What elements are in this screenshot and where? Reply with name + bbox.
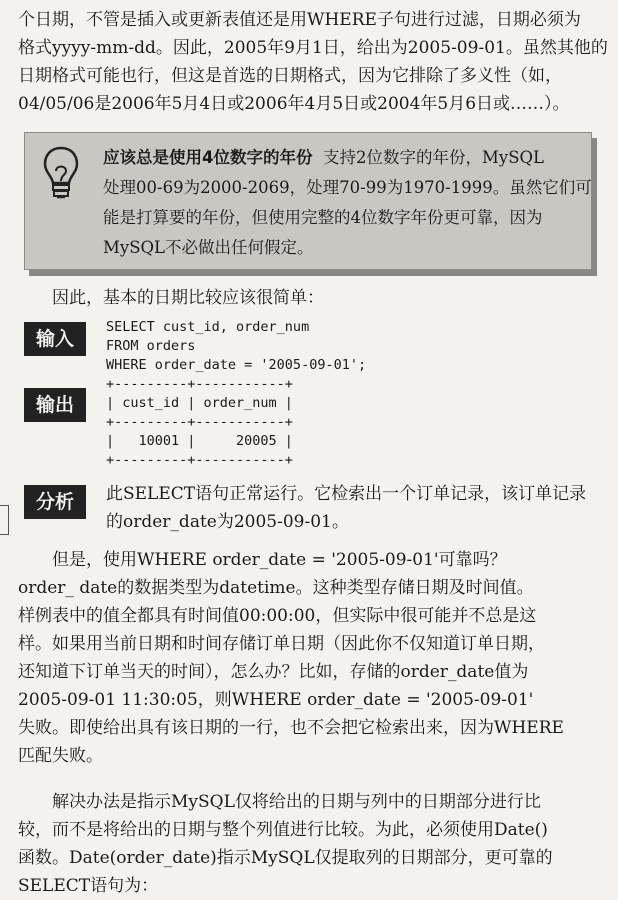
tip-text <box>103 143 592 263</box>
text-line: 样例表中的值全都具有时间值00:00:00，但实际中很可能并不总是这 <box>18 606 537 626</box>
text-line: 格式yyyy-mm-dd。因此，2005年9月1日，给出为2005-09-01。虽然其他的 <box>18 38 608 58</box>
text-line: 因此，基本的日期比较应该很简单： <box>52 288 324 308</box>
text-line: 较，而不是将给出的日期与整个列值进行比较。为此，必须使用Date() <box>18 820 548 840</box>
analysis-label: 分析 <box>24 485 86 519</box>
paragraph-datetime <box>18 546 614 770</box>
tip-title: 应该总是使用4位数字的年份 <box>103 148 313 167</box>
paragraph-date-format <box>18 6 614 118</box>
tip-line: 支持2位数字的年份，MySQL <box>322 148 544 167</box>
tip-line: 能是打算要的年份，但使用完整的4位数字年份更可靠，因为 <box>103 208 543 227</box>
output-label: 输出 <box>24 388 86 422</box>
text-line: 失败。即使给出具有该日期的一行，也不会把它检索出来，因为WHERE <box>18 718 564 738</box>
text-line: 还知道下订单当天的时间），怎么办？比如，存储的order_date值为 <box>18 662 529 682</box>
text-line: order_ date的数据类型为datetime。这种类型存储日期及时间值。 <box>18 578 534 598</box>
text-line: 但是，使用WHERE order_date = '2005-09-01'可靠吗？ <box>52 550 507 570</box>
tip-box <box>24 132 592 270</box>
text-line: 个日期，不管是插入或更新表值还是用WHERE子句进行过滤，日期必须为 <box>18 10 581 30</box>
text-line: 2005-09-01 11:30:05，则WHERE order_date = '2005-09-01' <box>18 690 534 710</box>
analysis-text <box>106 480 614 536</box>
paragraph-intro <box>18 284 618 312</box>
margin-mark <box>0 505 9 535</box>
input-label: 输入 <box>24 322 86 356</box>
tip-line: MySQL不必做出任何假定。 <box>103 238 314 257</box>
text-line: 的order_date为2005-09-01。 <box>106 512 349 532</box>
output-table: +---------+-----------+ | cust_id | order_num | +---------+-----------+ | 10001 | 20005 | +---------+-----------+ <box>106 376 293 468</box>
text-line: 样。如果用当前日期和时间存储订单日期（因此你不仅知道订单日期， <box>18 634 545 654</box>
text-line: 解决办法是指示MySQL仅将给出的日期与列中的日期部分进行比 <box>52 792 541 812</box>
tip-line: 处理00-69为2000-2069，处理70-99为1970-1999。虽然它们可 <box>103 178 592 197</box>
text-line: 04/05/06是2006年5月4日或2006年4月5日或2004年5月6日或……）。 <box>18 94 570 114</box>
paragraph-solution <box>18 788 614 900</box>
lightbulb-icon <box>41 145 81 201</box>
text-line: 日期格式可能也行，但这是首选的日期格式，因为它排除了多义性（如， <box>18 66 562 86</box>
text-line: 函数。Date(order_date)指示MySQL仅提取列的日期部分，更可靠的 <box>18 848 553 868</box>
input-code: SELECT cust_id, order_num FROM orders WHERE order_date = '2005-09-01'; <box>106 319 367 373</box>
tip-first-line <box>103 143 587 173</box>
text-line: 匹配失败。 <box>18 746 103 766</box>
text-line: SELECT语句为： <box>18 876 159 896</box>
text-line: 此SELECT语句正常运行。它检索出一个订单记录，该订单记录 <box>106 484 587 504</box>
